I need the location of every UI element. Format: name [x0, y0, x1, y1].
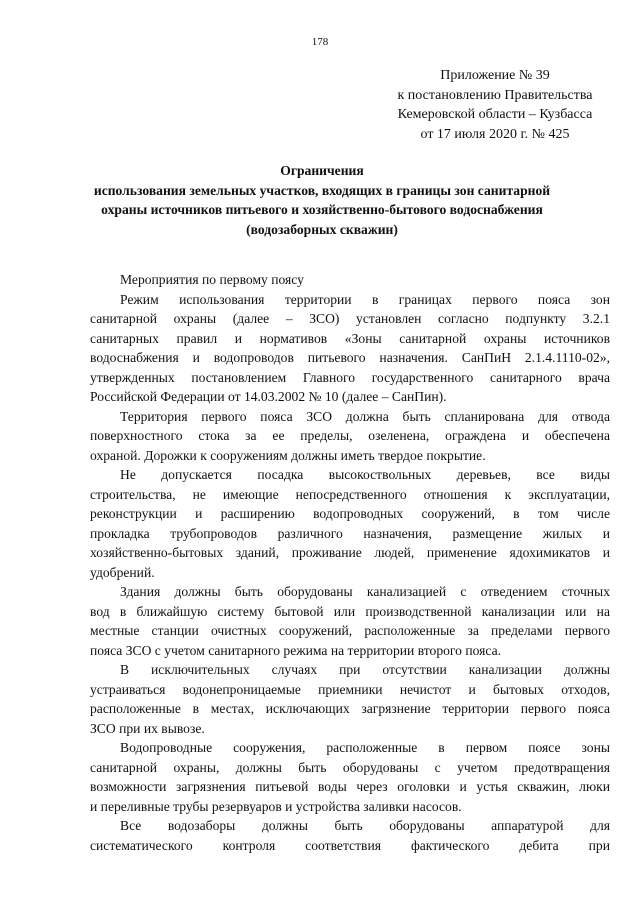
body-line: Здания должны быть оборудованы канализацией с отведением сточных	[120, 584, 610, 599]
body-line: пояса ЗСО с учетом санитарного режима на территории второго пояса.	[90, 642, 502, 658]
body-line: поверхностного стока за ее пределы, озеленена, ограждена и обеспечена	[90, 428, 610, 443]
body-line: строительства, не имеющие непосредственного отношения к эксплуатации,	[90, 486, 610, 502]
appendix-header	[395, 66, 595, 144]
body-line: санитарной охраны (далее – ЗСО) установлен согласно подпункту 3.2.1	[90, 311, 610, 326]
appendix-line: от 17 июля 2020 г. № 425	[420, 126, 570, 142]
title-line: (водозаборных скважин)	[246, 221, 398, 237]
body-line: санитарной охраны, должны быть оборудованы с учетом предотвращения	[90, 759, 610, 775]
section-heading: Мероприятия по первому поясу	[120, 272, 304, 287]
body-line: водоснабжения и водопроводов питьевого назначения. СанПиН 2.1.4.1110-02»,	[90, 350, 610, 365]
body-line: В исключительных случаях при отсутствии канализации должны	[120, 662, 610, 677]
appendix-line: Приложение № 39	[440, 68, 550, 83]
body-line: Режим использования территории в границах первого пояса зон	[120, 291, 610, 307]
body-line: устраиваться водонепроницаемые приемники нечистот и бытовых отходов,	[90, 681, 610, 697]
body-line: Все водозаборы должны быть оборудованы аппаратурой для	[120, 818, 610, 833]
body-line: реконструкции и расширению водопроводных сооружений, в том числе	[90, 506, 610, 521]
title-line: охраны источников питьевого и хозяйственно-бытового водоснабжения	[101, 202, 543, 217]
body-line: и переливные трубы резервуаров и устройства заливки насосов.	[90, 798, 462, 814]
body-line: вод в ближайшую систему бытовой или производственной канализации или на	[90, 603, 610, 619]
body-line: расположенные в местах, исключающих загрязнение территории первого пояса	[90, 701, 610, 716]
body-line: ЗСО при их вывозе.	[90, 720, 205, 736]
body-line: утвержденных постановлением Главного государственного санитарного врача	[90, 369, 610, 385]
body-line: Не допускается посадка высокоствольных деревьев, все виды	[120, 467, 610, 482]
body-line: возможности загрязнения питьевой воды через оголовки и устья скважин, люки	[90, 779, 610, 794]
title-line: Ограничения	[280, 163, 364, 178]
body-line: хозяйственно-бытовых зданий, проживание людей, применение ядохимикатов и	[90, 545, 610, 560]
body-line: Российской Федерации от 14.03.2002 № 10 (далее – СанПин).	[90, 389, 447, 404]
document-body	[90, 270, 610, 855]
body-line: прокладка трубопроводов различного назначения, размещение жилых и	[90, 525, 610, 541]
body-line: удобрений.	[90, 564, 155, 580]
body-line: санитарных правил и нормативов «Зоны санитарной охраны источников	[90, 330, 610, 346]
page-number: 178	[311, 36, 329, 48]
body-line: Водопроводные сооружения, расположенные в первом поясе зоны	[120, 740, 610, 755]
title-line: использования земельных участков, входящих в границы зон санитарной	[93, 182, 551, 198]
document-title	[72, 161, 572, 239]
body-line: местные станции очистных сооружений, расположенные за пределами первого	[90, 623, 610, 638]
body-line: охраной. Дорожки к сооружениям должны иметь твердое покрытие.	[90, 447, 486, 463]
body-line: Территория первого пояса ЗСО должна быть спланирована для отвода	[120, 408, 610, 424]
appendix-line: Кемеровской области – Кузбасса	[397, 107, 593, 122]
appendix-line: к постановлению Правительства	[397, 87, 593, 103]
body-line: систематического контроля соответствия фактического дебита при	[90, 837, 610, 853]
